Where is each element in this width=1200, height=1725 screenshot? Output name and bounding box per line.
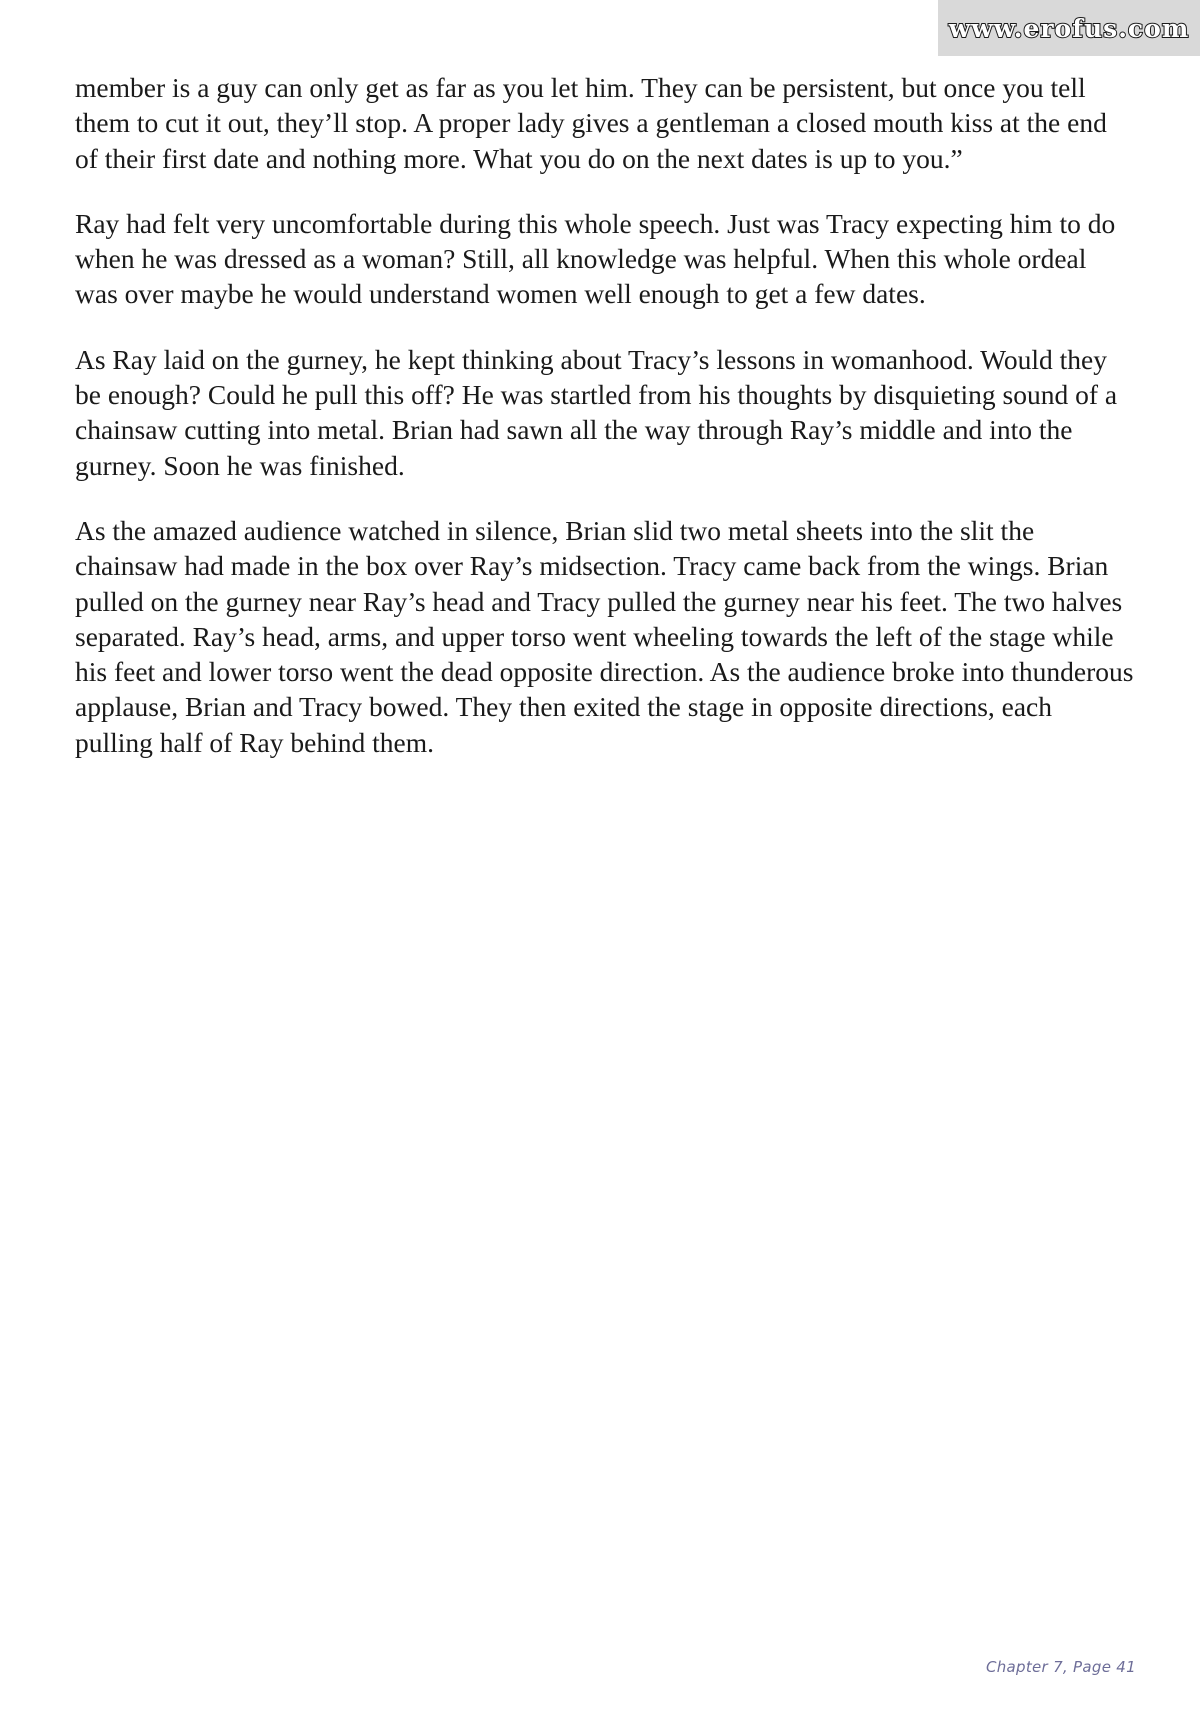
watermark-text: www.erofus.com — [948, 13, 1190, 43]
paragraph: As the amazed audience watched in silence, Brian slid two metal sheets into the slit the chainsaw had made in the box over Ray’s midsection. Tracy came back from the wings. Brian pulled on the gurney near Ray’s head and Tracy pulled the gurney near his feet. The two halves separated. Ray’s head, arms, and upper torso went wheeling towards the left of the stage while his feet and lower torso went the dead opposite direction. As the audience broke into thunderous applause, Brian and Tracy bowed. They then exited the stage in opposite directions, each pulling half of Ray behind them. — [75, 514, 1134, 758]
page-number-footer: Chapter 7, Page 41 — [985, 1658, 1136, 1676]
paragraph: member is a guy can only get as far as you let him. They can be persistent, but once you tell them to cut it out, they’ll stop. A proper lady gives a gentleman a closed mouth kiss at the end of their first date and nothing more. What you do on the next dates is up to you.” — [75, 72, 1107, 174]
paragraph: Ray had felt very uncomfortable during this whole speech. Just was Tracy expecting him to do when he was dressed as a woman? Still, all knowledge was helpful. When this whole ordeal was over maybe he would understand women well enough to get a few dates. — [75, 207, 1116, 310]
paragraph: As Ray laid on the gurney, he kept thinking about Tracy’s lessons in womanhood. Would they be enough? Could he pull this off? He was startled from his thoughts by disquieting sound of a chainsaw cutting into metal. Brian had sawn all the way through Ray’s middle and into the gurney. Soon he was finished. — [75, 343, 1118, 481]
story-body — [75, 70, 1135, 790]
watermark-banner — [938, 0, 1200, 56]
